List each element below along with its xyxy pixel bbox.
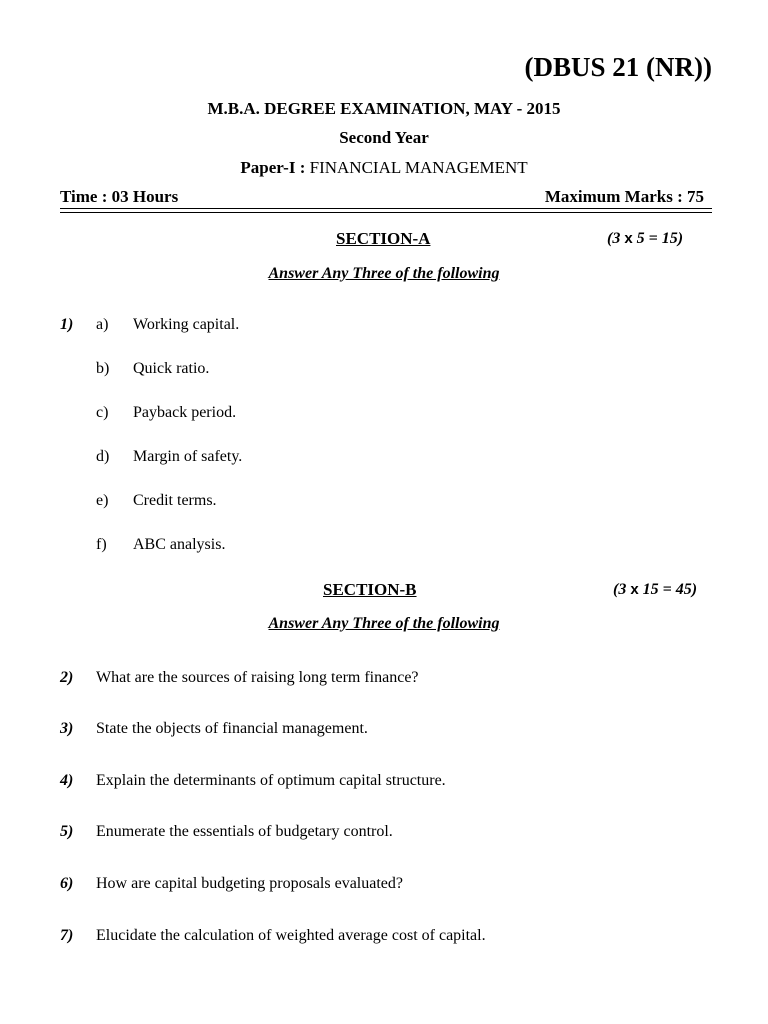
exam-year: Second Year <box>339 128 429 147</box>
question-text: What are the sources of raising long term finance? <box>96 669 419 686</box>
header-divider-top <box>60 208 712 209</box>
question-number: 5) <box>60 823 74 840</box>
list-item-text: ABC analysis. <box>133 536 226 553</box>
paper-name: FINANCIAL MANAGEMENT <box>309 158 528 177</box>
section-a-marks: (3 x 5 = 15) <box>607 230 684 247</box>
list-item-label: c) <box>96 404 109 421</box>
maximum-marks: Maximum Marks : 75 <box>544 187 704 206</box>
list-item-text: Credit terms. <box>133 492 217 509</box>
exam-time: Time : 03 Hours <box>60 187 179 206</box>
question-text: Elucidate the calculation of weighted average cost of capital. <box>96 927 486 944</box>
paper-prefix: Paper-I : <box>240 158 310 177</box>
list-item-text: Payback period. <box>133 404 237 421</box>
list-item-label: a) <box>96 316 109 333</box>
list-item-label: b) <box>96 360 110 377</box>
question-number: 1) <box>60 316 74 333</box>
list-item-text: Margin of safety. <box>133 448 243 465</box>
exam-title: M.B.A. DEGREE EXAMINATION, MAY - 2015 <box>207 99 561 118</box>
question-number: 6) <box>60 875 74 892</box>
list-item-text: Quick ratio. <box>133 360 210 377</box>
paper-title <box>0 158 768 178</box>
question-text: Enumerate the essentials of budgetary control. <box>96 823 393 840</box>
question-text: How are capital budgeting proposals evaluated? <box>96 875 403 892</box>
question-text: State the objects of financial management. <box>96 720 368 737</box>
question-number: 2) <box>60 669 74 686</box>
section-a-instruction: Answer Any Three of the following <box>268 265 500 282</box>
section-b-instruction: Answer Any Three of the following <box>268 615 500 632</box>
section-a-title: SECTION-A <box>336 229 431 248</box>
paper-code: (DBUS 21 (NR)) <box>524 52 712 82</box>
question-number: 3) <box>60 720 74 737</box>
list-item-text: Working capital. <box>133 316 240 333</box>
section-b-marks: (3 x 15 = 45) <box>613 581 698 598</box>
header-divider-bottom <box>60 212 712 213</box>
question-text: Explain the determinants of optimum capital structure. <box>96 772 446 789</box>
list-item-label: d) <box>96 448 110 465</box>
question-number: 4) <box>60 772 74 789</box>
section-b-title: SECTION-B <box>323 580 417 599</box>
list-item-label: f) <box>96 536 107 553</box>
question-number: 7) <box>60 927 74 944</box>
list-item-label: e) <box>96 492 109 509</box>
